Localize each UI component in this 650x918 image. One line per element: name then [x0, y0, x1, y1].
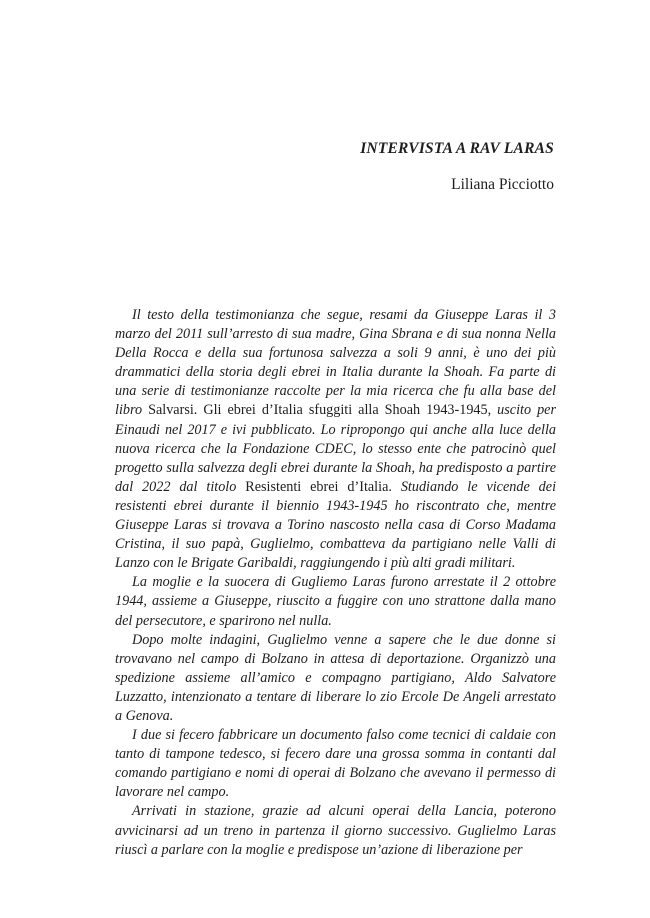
intro-text-3: Studiando le vicende dei resistenti ebrei durante il biennio 1943-1945 ho riscontrato che, mentre Giuseppe Laras si trovava a Torino nascosto nella casa di Corso Madama Cristina, il suo papà, Guglielmo, combatteva da partigiano nelle Valli di Lanzo con le Brigate Garibaldi, raggiungendo i più alti gradi militari.: [115, 478, 557, 572]
body-paragraph: I due si fecero fabbricare un documento falso come tecnici di caldaie con tanto di tampone tedesco, si fecero dare una grossa somma in contanti dal comando partigiano e nomi di operai di Bolzano che avevano il permesso di lavorare nel campo.: [115, 727, 556, 801]
intro-text-1: Il testo della testimonianza che segue, resami da Giuseppe Laras il 3 marzo del 2011 sull’arresto di sua madre, Gina Sbrana e di sua nonna Nella Della Rocca e della sua fortunosa salvezza a soli 9 anni, è uno dei più drammatici della storia degli ebrei in Italia durante la Shoah. Fa parte di una serie di testimonianze raccolte per la mia ricerca che fu alla base del libro: [115, 307, 556, 419]
article-body: [115, 306, 556, 860]
body-paragraph: La moglie e la suocera di Gugliemo Laras furono arrestate il 2 ottobre 1944, assieme a Giuseppe, riuscito a fuggire con uno strattone dalla mano del persecutore, e sparirono nel nulla.: [115, 574, 556, 629]
intro-paragraph: [115, 306, 556, 573]
book-title-salvarsi: Salvarsi. Gli ebrei d’Italia sfuggiti alla Shoah 1943-1945,: [142, 402, 492, 419]
book-title-resistenti: Resistenti ebrei d’Italia.: [236, 478, 392, 495]
body-paragraph: Arrivati in stazione, grazie ad alcuni operai della Lancia, poterono avvicinarsi ad un treno in partenza il giorno successivo. Guglielmo Laras riuscì a parlare con la moglie e predispose un’azione di liberazione per: [115, 803, 556, 858]
intro-text-2: uscito per Einaudi nel 2017 e ivi pubblicato. Lo ripropongo qui anche alla luce della nuova ricerca che la Fondazione CDEC, lo stesso ente che patrocinò quel progetto sulla salvezza degli ebrei durante la Shoah, ha predisposto a partire dal 2022 dal titolo: [115, 402, 556, 495]
author-name: Liliana Picciotto: [451, 176, 554, 193]
page-title: INTERVISTA A RAV LARAS: [360, 140, 554, 157]
body-paragraph: Dopo molte indagini, Guglielmo venne a sapere che le due donne si trovavano nel campo di Bolzano in attesa di deportazione. Organizzò una spedizione assieme all’amico e compagno partigiano, Aldo Salvatore Luzzatto, intenzionato a tentare di liberare lo zio Ercole De Angeli arrestato a Genova.: [115, 631, 556, 724]
